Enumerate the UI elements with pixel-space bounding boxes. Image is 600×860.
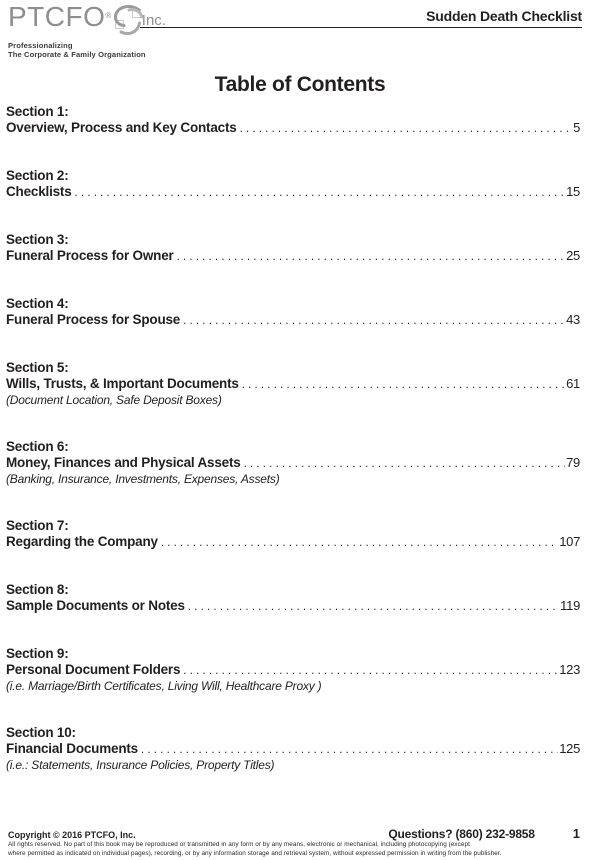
- swirl-logo-icon: [109, 4, 145, 41]
- toc-entry: [6, 104, 580, 137]
- tagline-line1: Professionalizing: [8, 41, 73, 50]
- toc-list: [6, 104, 580, 773]
- toc-section-label: Section 8:: [6, 582, 69, 597]
- page-number: 1: [572, 826, 580, 841]
- logo-wordmark: PTCFO®: [8, 1, 112, 32]
- toc-entry-note: (Document Location, Safe Deposit Boxes): [6, 393, 222, 407]
- toc-entry: [6, 582, 580, 615]
- toc-section-label: Section 6:: [6, 439, 69, 454]
- registered-trademark-symbol: ®: [105, 11, 112, 20]
- toc-entry: [6, 168, 580, 201]
- questions-phone: Questions? (860) 232-9858: [388, 827, 535, 841]
- toc-section-label: Section 5:: [6, 360, 69, 375]
- toc-dot-leader: [188, 600, 559, 616]
- toc-dot-leader: [183, 314, 565, 330]
- toc-dot-leader: [161, 536, 558, 552]
- toc-entry-note: (i.e. Marriage/Birth Certificates, Living Will, Healthcare Proxy ): [6, 679, 322, 693]
- header-divider-line: [140, 27, 582, 28]
- toc-page-number: 79: [566, 454, 580, 470]
- toc-entry-note: (Banking, Insurance, Investments, Expenses, Assets): [6, 472, 280, 486]
- toc-section-label: Section 1:: [6, 104, 69, 119]
- document-title: Sudden Death Checklist: [426, 8, 582, 24]
- toc-section-label: Section 4:: [6, 296, 69, 311]
- toc-page-number: 123: [559, 661, 580, 677]
- tagline-line2: The Corporate & Family Organization: [8, 49, 146, 59]
- toc-entry: [6, 646, 580, 694]
- toc-page-number: 61: [566, 375, 580, 391]
- toc-dot-leader: [244, 457, 566, 473]
- toc-section-label: Section 3:: [6, 232, 69, 247]
- toc-entry-title: Money, Finances and Physical Assets: [6, 454, 241, 470]
- toc-page-number: 125: [559, 740, 580, 756]
- toc-entry-title: Personal Document Folders: [6, 661, 181, 677]
- toc-page-number: 119: [560, 597, 580, 613]
- toc-entry: [6, 232, 580, 265]
- toc-section-label: Section 10:: [6, 725, 76, 740]
- toc-section-label: Section 7:: [6, 518, 69, 533]
- toc-section-label: Section 9:: [6, 646, 69, 661]
- logo-inc-suffix: Inc.: [141, 12, 166, 29]
- toc-entry-title: Overview, Process and Key Contacts: [6, 119, 237, 135]
- toc-page-number: 5: [573, 119, 580, 135]
- toc-entry-note: (i.e.: Statements, Insurance Policies, Property Titles): [6, 758, 275, 772]
- footer-fine-print-line2: where permitted as indicated on individual pages), recording, or by any information storage and retrieval system, without expressed permission in writing from the publisher.: [8, 849, 502, 857]
- toc-dot-leader: [141, 743, 558, 759]
- logo-tagline: [8, 42, 166, 59]
- toc-page-number: 107: [559, 533, 580, 549]
- toc-dot-leader: [177, 250, 566, 266]
- page-header: [0, 0, 600, 59]
- toc-entry-title: Wills, Trusts, & Important Documents: [6, 375, 239, 391]
- toc-entry-title: Checklists: [6, 183, 72, 199]
- company-logo: [8, 3, 166, 59]
- page-title: Table of Contents: [214, 73, 386, 96]
- toc-dot-leader: [183, 664, 558, 680]
- toc-entry-title: Funeral Process for Spouse: [6, 311, 181, 327]
- toc-page-number: 25: [566, 247, 580, 263]
- page-footer: [8, 826, 586, 859]
- toc-entry: [6, 296, 580, 329]
- toc-entry: [6, 360, 580, 408]
- footer-fine-print-line1: All rights reserved. No part of this book may be reproduced or transmitted in any form or by any means, electronic or mechanical, including photocopying (except: [8, 841, 470, 848]
- toc-entry-title: Financial Documents: [6, 740, 138, 756]
- toc-entry: [6, 725, 580, 773]
- toc-entry: [6, 439, 580, 487]
- toc-entry-title: Funeral Process for Owner: [6, 247, 174, 263]
- toc-page-number: 15: [566, 183, 580, 199]
- copyright-text: Copyright © 2016 PTCFO, Inc.: [8, 830, 136, 840]
- toc-dot-leader: [75, 186, 566, 202]
- toc-entry-title: Sample Documents or Notes: [6, 597, 185, 613]
- toc-entry: [6, 518, 580, 551]
- toc-page-number: 43: [566, 311, 580, 327]
- toc-dot-leader: [240, 122, 573, 138]
- toc-section-label: Section 2:: [6, 168, 69, 183]
- toc-entry-title: Regarding the Company: [6, 533, 158, 549]
- toc-dot-leader: [242, 378, 565, 394]
